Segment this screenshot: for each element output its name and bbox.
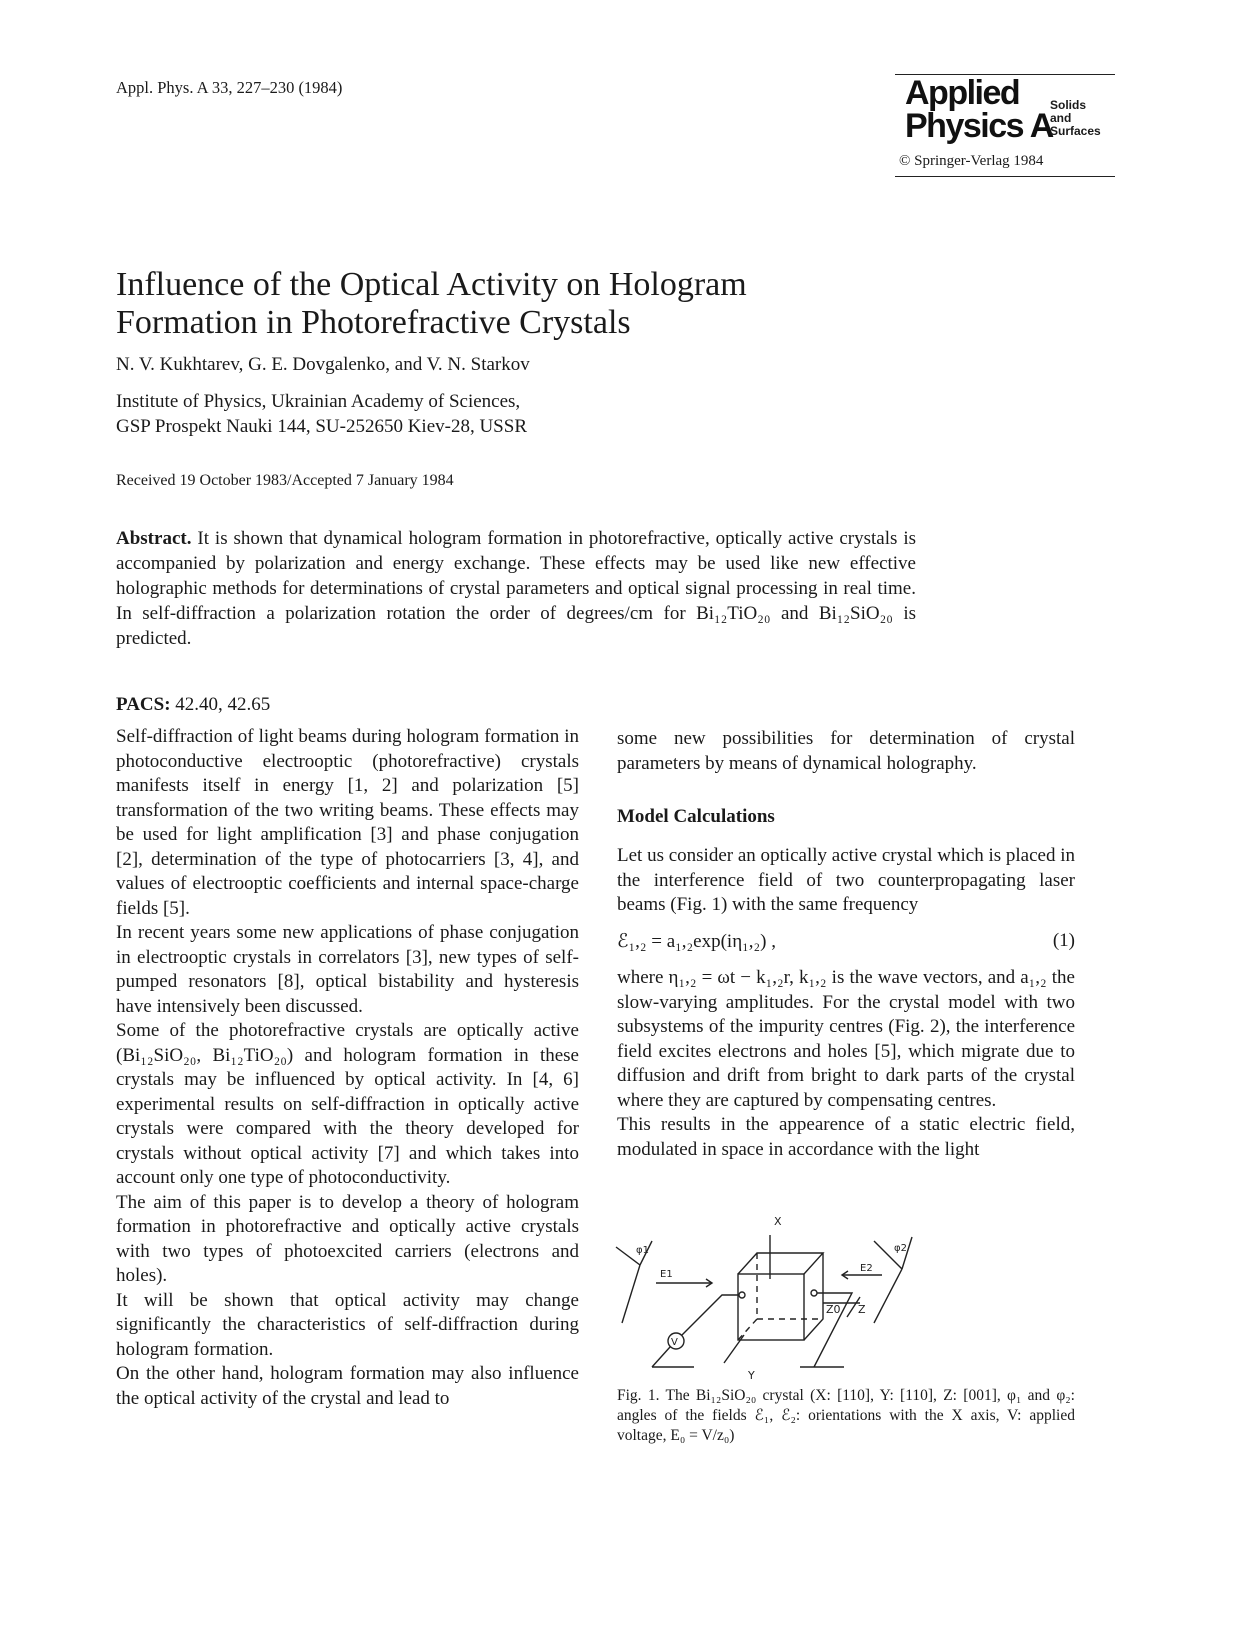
affiliation bbox=[116, 389, 527, 439]
paragraph: Let us consider an optically active crystal which is placed in the interference field of two counterpropagating laser beams (Fig. 1) with the same frequency bbox=[617, 845, 1075, 915]
label-e1: E1 bbox=[660, 1269, 673, 1280]
left-column bbox=[116, 725, 579, 1411]
journal-citation: Appl. Phys. A 33, 227–230 (1984) bbox=[116, 78, 343, 97]
logo-line-applied: Applied bbox=[905, 74, 1020, 112]
section-heading: Model Calculations bbox=[617, 806, 775, 827]
authors: N. V. Kukhtarev, G. E. Dovgalenko, and V. N. Starkov bbox=[116, 354, 530, 375]
paragraph: This results in the appearence of a static electric field, modulated in space in accordance with the light bbox=[617, 1114, 1075, 1160]
logo-bottom-rule bbox=[895, 176, 1115, 177]
received-date: Received 19 October 1983/Accepted 7 January 1984 bbox=[116, 472, 454, 489]
logo-sub-2: and bbox=[1050, 111, 1072, 125]
y-axis-line bbox=[724, 1335, 744, 1363]
label-phi1: φ1 bbox=[636, 1245, 649, 1256]
label-phi2: φ2 bbox=[894, 1243, 907, 1254]
logo-row bbox=[895, 75, 1115, 147]
article-title bbox=[116, 266, 1016, 342]
right-column-continuation bbox=[617, 727, 1075, 776]
label-v: V bbox=[671, 1337, 678, 1348]
logo-subtitle bbox=[1050, 99, 1101, 138]
logo-line-physics: Physics A bbox=[905, 107, 1053, 145]
logo-sub-3: Surfaces bbox=[1050, 124, 1101, 138]
copyright: © Springer-Verlag 1984 bbox=[899, 153, 1044, 169]
label-e2: E2 bbox=[860, 1263, 873, 1274]
label-z: Z bbox=[858, 1303, 866, 1316]
label-x: X bbox=[774, 1215, 782, 1228]
label-z0: Z0 bbox=[826, 1303, 841, 1316]
wire-left-lower bbox=[652, 1347, 670, 1367]
figure-1 bbox=[612, 1205, 1082, 1383]
equation-number: (1) bbox=[1052, 930, 1075, 951]
paragraph: It will be shown that optical activity may change significantly the characteristics of self-diffraction during hologram formation. bbox=[116, 1289, 579, 1360]
figure-1-caption: Fig. 1. The Bi₁₂SiO₂₀ crystal (X: [110], Y: [110], Z: [001], φ₁ and φ₂: angles of the fields ℰ₁, ℰ₂: orientations with the X axis, V: applied voltage, E₀ = V/z₀) bbox=[617, 1387, 1075, 1444]
crystal-hidden-edge bbox=[738, 1319, 757, 1340]
pacs-value: 42.40, 42.65 bbox=[175, 694, 271, 715]
abstract-label: Abstract. bbox=[116, 528, 192, 549]
affiliation-line-1: Institute of Physics, Ukrainian Academy of Sciences, bbox=[116, 391, 521, 412]
right-column-para2 bbox=[617, 966, 1075, 1162]
label-y: Y bbox=[748, 1369, 755, 1382]
right-column-para1 bbox=[617, 844, 1075, 918]
abstract bbox=[116, 526, 916, 651]
beam-left-line-c bbox=[622, 1265, 640, 1323]
title-line-2: Formation in Photorefractive Crystals bbox=[116, 304, 631, 341]
paragraph: where η₁,₂ = ωt − k₁,₂r, k₁,₂ is the wave vectors, and a₁,₂ the slow-varying amplitudes. For the crystal model with two subsystems of the impurity centres (Fig. 2), the interference field excites electrons and holes [5], which migrate due to diffusion and drift from bright to dark parts of the crystal where they are captured by compensating centres. bbox=[617, 967, 1075, 1111]
title-line-1: Influence of the Optical Activity on Hologram bbox=[116, 266, 747, 303]
equation-1 bbox=[617, 930, 1075, 953]
crystal-cube-top bbox=[738, 1253, 823, 1274]
electrode-right bbox=[811, 1290, 817, 1296]
equation-body: ℰ₁,₂ = a₁,₂exp(iη₁,₂) , bbox=[617, 931, 776, 952]
paragraph: The aim of this paper is to develop a theory of hologram formation in photorefractive and optically active crystals with two types of photoexcited carriers (electrons and holes). bbox=[116, 1191, 579, 1286]
electrode-left bbox=[739, 1292, 745, 1298]
paragraph: some new possibilities for determination of crystal parameters by means of dynamical holography. bbox=[617, 728, 1075, 774]
logo-sub-1: Solids bbox=[1050, 98, 1087, 112]
abstract-text: It is shown that dynamical hologram formation in photorefractive, optically active crystals is accompanied by polarization and energy exchange. These effects may be used like new effective holographic methods for determinations of crystal parameters and optical signal processing in real time. In self-diffraction a polarization rotation the order of degrees/cm for Bi₁₂TiO₂₀ and Bi₁₂SiO₂₀ is predicted. bbox=[116, 528, 916, 649]
paragraph: Some of the photorefractive crystals are optically active (Bi₁₂SiO₂₀, Bi₁₂TiO₂₀) and hologram formation in these crystals may be influenced by optical activity. In [4, 6] experimental results on self-diffraction in optically active crystals were compared with the theory developed for crystals without optical activity [7] and which takes into account only one type of photoconductivity. bbox=[116, 1020, 579, 1188]
paragraph: Self-diffraction of light beams during hologram formation in photoconductive electrooptic (photorefractive) crystals manifests itself in energy [1, 2] and polarization [5] transformation of the two writing beams. These effects may be used for light amplification [3] and phase conjugation [2], determination of the type of photocarriers [3, 4], and values of electrooptic coefficients and internal space-charge fields [5]. bbox=[116, 726, 579, 919]
paragraph: On the other hand, hologram formation may also influence the optical activity of the crystal and lead to bbox=[116, 1363, 579, 1409]
pacs bbox=[116, 694, 270, 716]
affiliation-line-2: GSP Prospekt Nauki 144, SU-252650 Kiev-28, USSR bbox=[116, 416, 527, 437]
pacs-label: PACS: bbox=[116, 694, 171, 715]
journal-logo bbox=[895, 74, 1115, 177]
logo-name bbox=[905, 74, 1053, 145]
paragraph: In recent years some new applications of phase conjugation in electrooptic crystals in correlators [3], new types of self-pumped resonators [8], optical bistability and hysteresis have intensively been discussed. bbox=[116, 922, 579, 1017]
beam-right-line-c bbox=[874, 1269, 902, 1323]
wire-left bbox=[682, 1295, 739, 1335]
